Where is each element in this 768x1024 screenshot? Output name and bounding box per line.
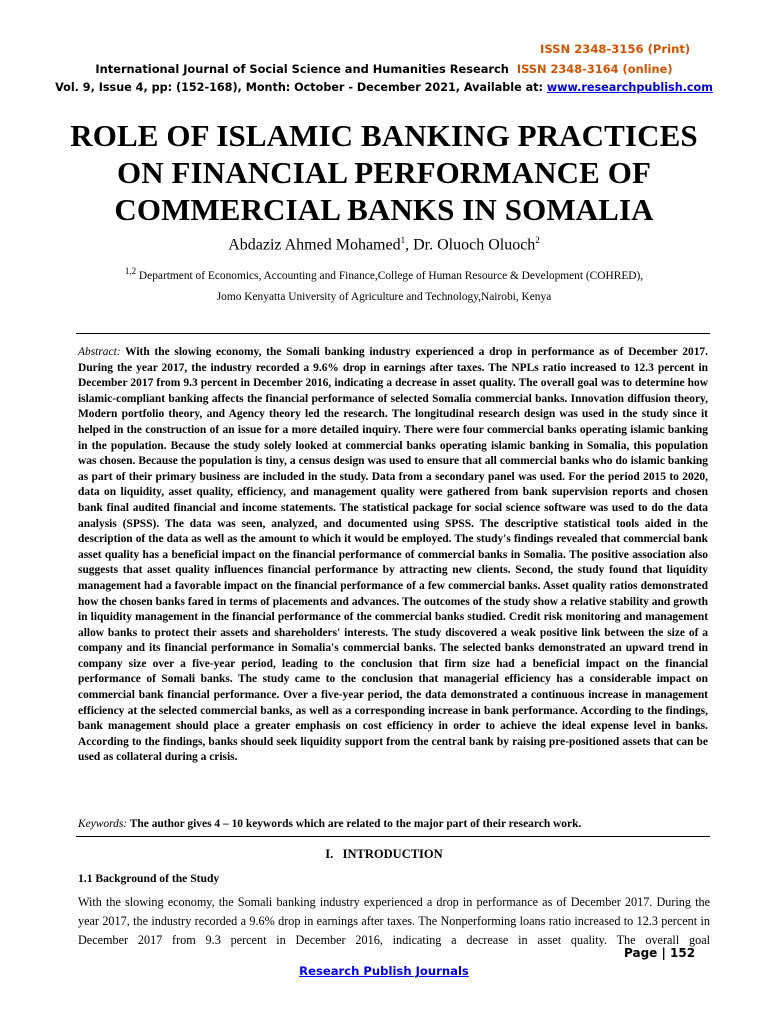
body-paragraph: With the slowing economy, the Somali banking industry experienced a drop in performance as of December 2017. During the year 2017, the industry recorded a 9.6% drop in earnings after taxes. The Nonperforming loans ratio increased to 12.3 percent in December 2017 from 9.3 percent in December 2016, indicating a decrease in asset quality. The overall goal xyxy=(78,895,710,947)
volume-info-row xyxy=(0,81,768,94)
title-line-2: ON FINANCIAL PERFORMANCE OF xyxy=(117,155,651,190)
subsection-heading: 1.1 Background of the Study xyxy=(78,872,220,885)
keywords-label: Keywords: xyxy=(78,818,128,830)
abstract-top-rule xyxy=(76,333,710,334)
title-line-3: COMMERCIAL BANKS IN SOMALIA xyxy=(114,192,654,227)
author-2: Dr. Oluoch Oluoch xyxy=(413,236,536,254)
issn-print: ISSN 2348-3156 (Print) xyxy=(540,42,691,56)
author-1: Abdaziz Ahmed Mohamed xyxy=(228,236,401,254)
author-2-sup: 2 xyxy=(535,235,540,245)
affiliation-sup: 1,2 xyxy=(124,266,137,276)
affiliation-line-1 xyxy=(0,266,768,282)
abstract-bottom-rule xyxy=(76,836,710,837)
keywords-text: The author gives 4 – 10 keywords which are related to the major part of their research work. xyxy=(127,818,582,830)
publisher-link[interactable]: Research Publish Journals xyxy=(299,964,469,978)
abstract-text: With the slowing economy, the Somali banking industry experienced a drop in performance as of December 2017. During the year 2017, the industry recorded a 9.6% drop in earnings after taxes. The NPLs ratio increased to 12.3 percent in December 2017 from 9.3 percent in December 2016, indicating a decrease in asset quality. The overall goal was to determine how islamic-compliant banking affects the financial performance of selected Somalia commercial banks. Innovation diffusion theory, Modern portfolio theory, and Agency theory led the research. The longitudinal research design was used in the study since it helped in the construction of an issue for a more detailed inquiry. There were four commercial banks operating islamic banking in the population. Because the study solely looked at commercial banks operating islamic banking in Somalia, this population was chosen. Because the population is tiny, a census design was used to ensure that all commercial banks who do islamic banking as part of their primary business are included in the study. Data from a secondary panel was used. For the period 2015 to 2020, data on liquidity, asset quality, efficiency, and management quality were gathered from bank supervision reports and chosen bank final audited financial and income statements. The statistical package for social science software was used to do the data analysis (SPSS). The data was seen, analyzed, and documented using SPSS. The descriptive statistical tools aided in the description of the data as well as the amount to which it would be employed. The study's findings revealed that commercial bank asset quality has a beneficial impact on the financial performance of commercial banks in Somalia. The positive association also suggests that asset quality influences financial performance by attracting new clients. Second, the study found that liquidity management had a favorable impact on the financial performance of a few commercial banks. Asset quality ratios demonstrated how the chosen banks fared in terms of placements and advances. The outcomes of the study show a relative stability and growth in liquidity management in the financial performance of the commercial banks studied. Credit risk monitoring and management allow banks to protect their assets and shareholders' interests. The study discovered a weak positive link between the size of a company and its financial performance in Somalia's commercial banks. The selected banks demonstrated an upward trend in company size over a five-year period, leading to the conclusion that firm size had a beneficial impact on the financial performance of Somali banks. The study came to the conclusion that managerial efficiency has a considerable impact on commercial bank financial performance. Over a five-year period, the data demonstrated a continuous increase in management efficiency at the selected commercial banks, as well as a corresponding increase in bank performance. According to the findings, bank management should place a greater emphasis on cost efficiency in order to achieve the ideal expense level in banks. According to the findings, banks should seek liquidity support from the central bank by raising pre-positioned assets that can be used as collateral during a crisis. xyxy=(78,346,708,764)
footer xyxy=(0,964,768,978)
website-link[interactable]: www.researchpublish.com xyxy=(546,81,713,94)
volume-info: Vol. 9, Issue 4, pp: (152-168), Month: October - December 2021, Available at: xyxy=(55,81,547,94)
title-line-1: ROLE OF ISLAMIC BANKING PRACTICES xyxy=(70,118,698,153)
page-number: Page | 152 xyxy=(624,946,696,960)
author-1-sup: 1 xyxy=(400,235,406,245)
paper-title xyxy=(0,117,768,228)
keywords xyxy=(78,818,708,830)
affiliation-line-2: Jomo Kenyatta University of Agriculture and Technology,Nairobi, Kenya xyxy=(216,291,552,303)
section-heading: I. INTRODUCTION xyxy=(325,847,443,861)
authors xyxy=(0,235,768,254)
issn-online: ISSN 2348-3164 (online) xyxy=(516,62,673,76)
journal-name: International Journal of Social Science and Humanities Research xyxy=(95,62,509,76)
abstract-label: Abstract: xyxy=(78,346,121,358)
abstract xyxy=(78,345,708,766)
affiliation-text-1: Department of Economics, Accounting and Finance,College of Human Resource & Development (COHRED), xyxy=(136,269,644,282)
author-separator: , xyxy=(405,236,414,254)
journal-header xyxy=(0,62,768,76)
